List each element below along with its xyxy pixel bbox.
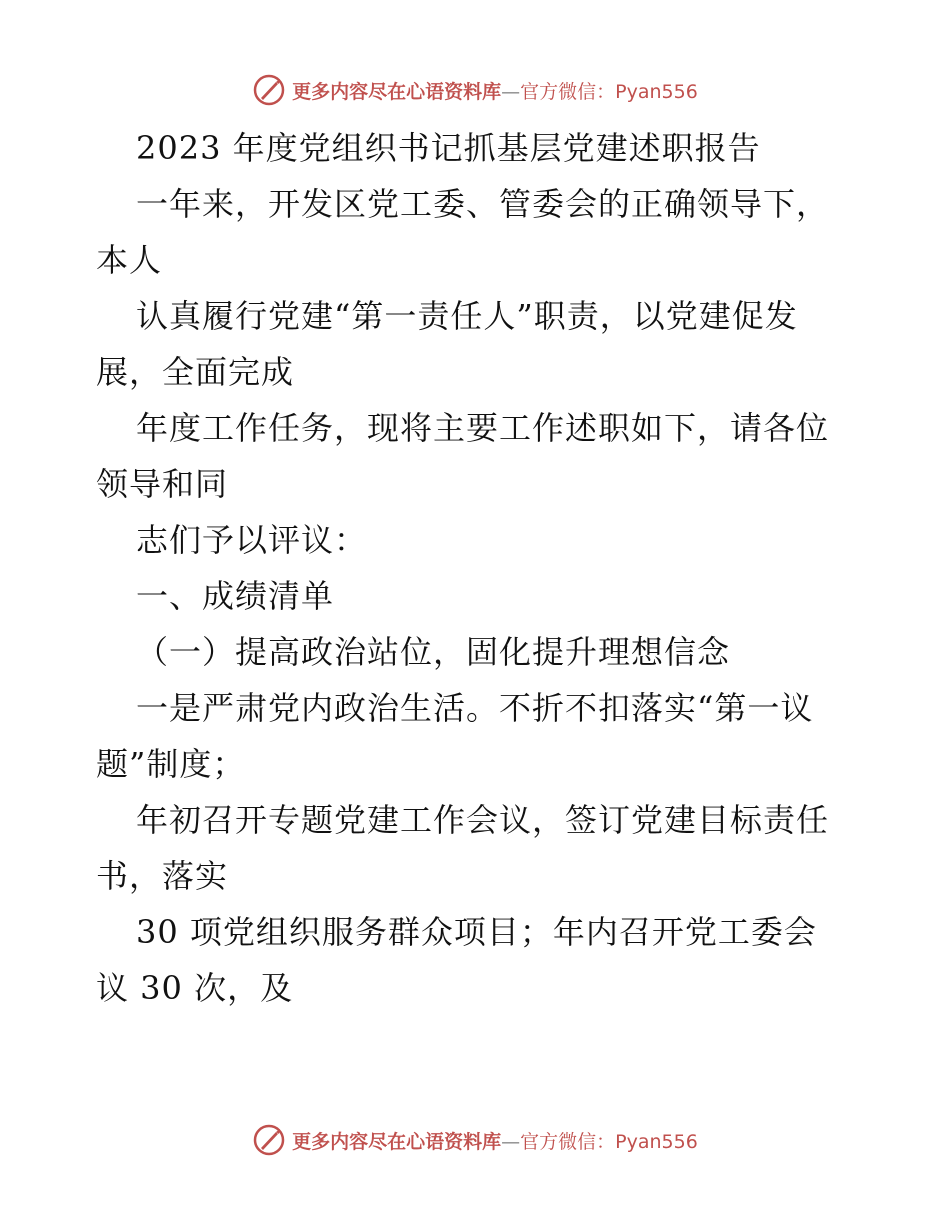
document-line: 一是严肃党内政治生活。不折不扣落实“第一议 [136,689,814,727]
watermark-wechat: 官方微信：Pyan556 [520,1130,698,1153]
document-line: 书，落实 [96,857,229,895]
watermark-text [292,1127,698,1154]
watermark-separator: — [501,80,521,103]
document-line: 2023 年度党组织书记抓基层党建述职报告 [136,129,761,167]
document-line: 志们予以评议： [136,521,368,559]
watermark-text [292,77,698,104]
document-line: 本人 [96,241,163,279]
document-line: 一年来，开发区党工委、管委会的正确领导下， [136,185,830,223]
document-line: （一）提高政治站位，固化提升理想信念 [136,633,731,671]
quill-pen-logo-icon [252,73,286,107]
document-line: 认真履行党建“第一责任人”职责，以党建促发 [136,297,798,335]
document-line: 年度工作任务，现将主要工作述职如下，请各位 [136,409,830,447]
document-line: 30 项党组织服务群众项目；年内召开党工委会 [136,913,817,951]
watermark-separator: — [501,1130,521,1153]
watermark-brand: 更多内容尽在心语资料库 [292,1130,502,1153]
document-line: 一、成绩清单 [136,577,335,615]
document-line: 题”制度； [96,745,246,783]
quill-pen-logo-icon [252,1123,286,1157]
document-line: 领导和同 [96,465,229,503]
document-line: 展，全面完成 [96,353,295,391]
document-line: 年初召开专题党建工作会议，签订党建目标责任 [136,801,830,839]
footer-watermark [0,1120,950,1160]
document-body [96,120,856,1016]
watermark-brand: 更多内容尽在心语资料库 [292,80,502,103]
document-line: 议 30 次，及 [96,969,294,1007]
header-watermark [0,70,950,110]
watermark-wechat: 官方微信：Pyan556 [520,80,698,103]
